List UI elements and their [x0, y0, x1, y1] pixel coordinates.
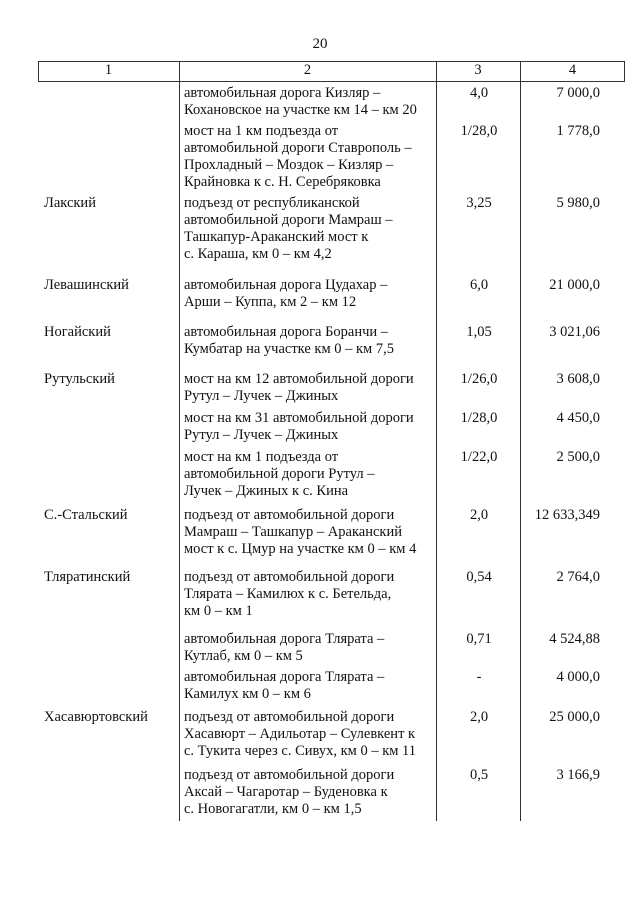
- amount-cell: 21 000,0: [549, 277, 600, 293]
- road-description-cell: [184, 507, 436, 558]
- amount-cell: 4 450,0: [556, 410, 600, 426]
- length-cell: 3,25: [466, 195, 492, 211]
- district-cell: Хасавюртовский: [44, 709, 148, 725]
- length-cell: 0,71: [466, 631, 492, 647]
- road-description-line: Кутлаб, км 0 – км 5: [184, 648, 303, 664]
- district-cell: С.-Стальский: [44, 507, 128, 523]
- road-description-line: автомобильной дороги Мамраш –: [184, 212, 393, 228]
- col-divider-1: [179, 61, 180, 821]
- road-description-line: мост на 1 км подъезда от: [184, 123, 339, 139]
- road-description-line: автомобильной дороги Рутул –: [184, 466, 375, 482]
- road-description-line: Рутул – Лучек – Джиных: [184, 427, 339, 443]
- road-description-line: Кумбатар на участке км 0 – км 7,5: [184, 341, 394, 357]
- road-description-line: мост на км 12 автомобильной дороги: [184, 371, 414, 387]
- length-cell: 2,0: [469, 507, 489, 523]
- district-cell: Ногайский: [44, 324, 111, 340]
- road-description-cell: [184, 631, 436, 665]
- road-description-cell: [184, 569, 436, 620]
- road-description-line: автомобильная дорога Тлярата –: [184, 631, 385, 647]
- road-description-line: автомобильная дорога Тлярата –: [184, 669, 385, 685]
- road-description-line: мост к с. Цмур на участке км 0 – км 4: [184, 541, 417, 557]
- amount-cell: 12 633,349: [534, 507, 600, 523]
- road-description-line: Прохладный – Моздок – Кизляр –: [184, 157, 394, 173]
- road-description-line: подъезд от республиканской: [184, 195, 360, 211]
- length-cell: -: [476, 669, 482, 685]
- road-description-line: мост на км 1 подъезда от: [184, 449, 339, 465]
- road-description-line: с. Новогагатли, км 0 – км 1,5: [184, 801, 362, 817]
- amount-cell: 3 608,0: [556, 371, 600, 387]
- amount-cell: 7 000,0: [556, 85, 600, 101]
- length-cell: 1/26,0: [460, 371, 498, 387]
- road-description-line: мост на км 31 автомобильной дороги: [184, 410, 414, 426]
- road-description-cell: [184, 277, 436, 311]
- amount-cell: 3 021,06: [549, 324, 600, 340]
- road-funding-table: [38, 61, 625, 821]
- amount-cell: 4 000,0: [556, 669, 600, 685]
- road-description-line: с. Тукита через с. Сивух, км 0 – км 11: [184, 743, 417, 759]
- road-description-cell: [184, 410, 436, 444]
- road-description-line: Мамраш – Ташкапур – Араканский: [184, 524, 402, 540]
- road-description-line: автомобильная дорога Кизляр –: [184, 85, 381, 101]
- road-description-line: Ташкапур-Араканский мост к: [184, 229, 369, 245]
- header-col-1: 1: [104, 62, 113, 78]
- length-cell: 2,0: [469, 709, 489, 725]
- road-description-line: автомобильная дорога Боранчи –: [184, 324, 389, 340]
- road-description-cell: [184, 85, 436, 119]
- road-description-cell: [184, 709, 436, 760]
- header-col-4: 4: [568, 62, 577, 78]
- amount-cell: 25 000,0: [549, 709, 600, 725]
- road-description-line: Аксай – Чагаротар – Буденовка к: [184, 784, 388, 800]
- amount-cell: 4 524,88: [549, 631, 600, 647]
- page-number: 20: [312, 36, 328, 52]
- amount-cell: 2 764,0: [556, 569, 600, 585]
- road-description-line: подъезд от автомобильной дороги: [184, 507, 395, 523]
- length-cell: 0,5: [469, 767, 489, 783]
- road-description-line: Тлярата – Камилюх к с. Бетельда,: [184, 586, 392, 602]
- road-description-line: подъезд от автомобильной дороги: [184, 569, 395, 585]
- road-description-line: Арши – Куппа, км 2 – км 12: [184, 294, 357, 310]
- road-description-line: Крайновка к с. Н. Серебряковка: [184, 174, 381, 190]
- district-cell: Рутульский: [44, 371, 115, 387]
- road-description-line: автомобильной дороги Ставрополь –: [184, 140, 412, 156]
- road-description-cell: [184, 123, 436, 191]
- length-cell: 1/28,0: [460, 123, 498, 139]
- amount-cell: 5 980,0: [556, 195, 600, 211]
- road-description-line: Рутул – Лучек – Джиных: [184, 388, 339, 404]
- length-cell: 0,54: [466, 569, 492, 585]
- district-cell: Левашинский: [44, 277, 129, 293]
- header-col-2: 2: [303, 62, 312, 78]
- road-description-line: подъезд от автомобильной дороги: [184, 709, 395, 725]
- road-description-cell: [184, 669, 436, 703]
- district-cell: Лакский: [44, 195, 96, 211]
- road-description-line: Камилух км 0 – км 6: [184, 686, 311, 702]
- road-description-cell: [184, 195, 436, 263]
- road-description-cell: [184, 449, 436, 500]
- road-description-line: автомобильная дорога Цудахар –: [184, 277, 388, 293]
- road-description-line: Хасавюрт – Адильотар – Сулевкент к: [184, 726, 416, 742]
- amount-cell: 2 500,0: [556, 449, 600, 465]
- road-description-line: км 0 – км 1: [184, 603, 253, 619]
- length-cell: 4,0: [469, 85, 489, 101]
- district-cell: Тляратинский: [44, 569, 131, 585]
- road-description-line: с. Караша, км 0 – км 4,2: [184, 246, 332, 262]
- road-description-line: подъезд от автомобильной дороги: [184, 767, 395, 783]
- header-bottom-rule: [38, 81, 625, 82]
- length-cell: 1/28,0: [460, 410, 498, 426]
- road-description-line: Лучек – Джиных к с. Кина: [184, 483, 349, 499]
- length-cell: 6,0: [469, 277, 489, 293]
- header-col-3: 3: [474, 62, 482, 78]
- col-divider-2: [436, 61, 437, 821]
- road-description-cell: [184, 371, 436, 405]
- road-description-line: Кохановское на участке км 14 – км 20: [184, 102, 417, 118]
- amount-cell: 3 166,9: [556, 767, 600, 783]
- length-cell: 1,05: [466, 324, 492, 340]
- col-divider-3: [520, 61, 521, 821]
- amount-cell: 1 778,0: [556, 123, 600, 139]
- road-description-cell: [184, 324, 436, 358]
- road-description-cell: [184, 767, 436, 818]
- length-cell: 1/22,0: [460, 449, 498, 465]
